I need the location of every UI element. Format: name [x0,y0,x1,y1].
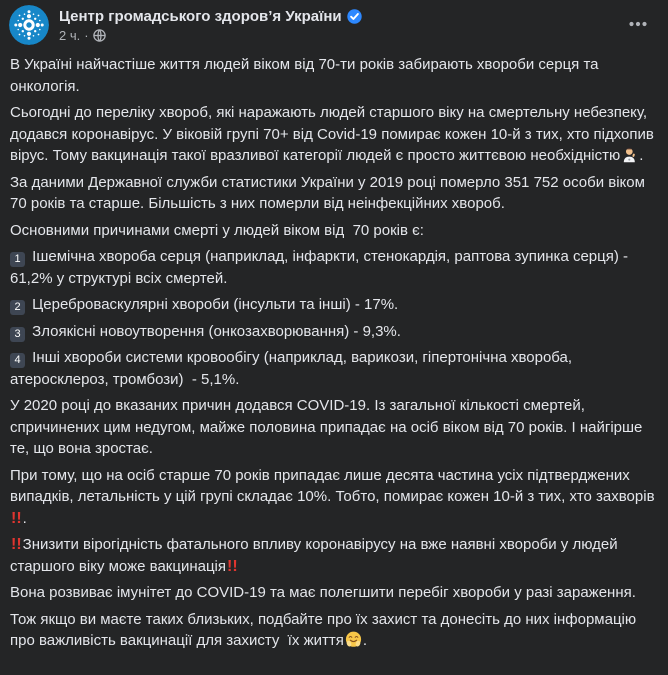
post-paragraph [10,347,656,390]
post-paragraph [10,294,656,316]
post-paragraph [10,395,656,460]
post-text: При тому, що на осіб старше 70 років припадає лише десята частина усіх підтверджених випадків, летальність у цій групі складає 10%. Тобто, помирає кожен 10-й з тих, хто захворів [10,466,659,505]
more-options-icon [627,13,649,35]
keycap-3-emoji: 3 [10,327,25,342]
post-paragraph [10,582,656,604]
keycap-1-emoji: 1 [10,252,25,267]
post-timestamp[interactable]: 2 ч. [59,28,81,43]
post-paragraph [10,246,656,289]
header-info [59,5,658,44]
post-meta-row [59,27,658,44]
keycap-4-emoji: 4 [10,353,25,368]
public-globe-icon [93,29,106,42]
health-worker-emoji [621,146,638,163]
post-header [0,0,668,47]
page-name-row [59,7,658,26]
post-text: . [639,147,644,164]
post-text: Знизити вірогідність фатального впливу коронавірусу на вже наявні хвороби у людей старшого віку може вакцинація [10,536,622,575]
post-paragraph [10,534,656,577]
post-paragraph [10,54,656,97]
double-exclamation-emoji: !! [11,509,22,527]
post-text: Сьогодні до переліку хвороб, які наражають людей старшого віку на смертельну небезпеку, додався коронавірус. У віковій групі 70+ від Covid-19 помирає кожен 10-й з тих, хто підхопив вірус. Тому вакцинація такої вразливої категорії людей є просто життєвою необхідністю [10,104,659,164]
hugging-face-emoji [345,631,362,648]
keycap-2-emoji: 2 [10,300,25,315]
post-paragraph [10,465,659,530]
post-text: Ішемічна хвороба серця (наприклад, інфаркти, стенокардія, раптова зупинка серця) - 61,2% у структурі всіх смертей. [10,248,633,287]
post-paragraph [10,609,656,652]
post-text: Інші хвороби системи кровообігу (наприклад, варикози, гіпертонічна хвороба, атеросклероз, тромбози) - 5,1%. [10,349,577,388]
post-text: . [362,632,368,649]
more-options-button[interactable] [622,12,654,36]
post-paragraph [10,321,656,343]
post-paragraph [10,102,659,167]
post-text: У 2020 році до вказаних причин додався COVID-19. Із загальної кількості смертей, спричинених цим недугом, майже половина припадає на осіб віком від 70 років. І найгірше те, що вона зростає. [10,397,647,457]
double-exclamation-emoji: !! [11,536,22,553]
post-paragraph [10,172,656,215]
post-text: За даними Державної служби статистики України у 2019 році померло 351 752 особи віком 70 років та старше. Більшість з них померли від неінфекційних хвороб. [10,173,650,212]
post-text: Цереброваскулярні хвороби (інсульти та інші) - 17%. [28,296,399,313]
page-name[interactable]: Центр громадського здоров’я України [59,8,342,25]
post-content [0,47,668,652]
post-text: . [22,509,27,527]
post-text: Тож якщо ви маєте таких близьких, подбайте про їх захист та донесіть до них інформацію про важливість вакцинації для захисту їх життя [10,610,641,649]
post-text: Вона розвиває імунітет до COVID-19 та має полегшити перебіг хвороби у разі зараження. [10,584,636,601]
meta-separator: · [84,28,89,43]
post-text: В Україні найчастіше життя людей віком від 70-ти років забирають хвороби серця та онкологія. [10,56,603,95]
post-text: Злоякісні новоутворення (онкозахворювання) - 9,3%. [28,322,401,340]
verified-badge-icon [347,9,362,24]
page-avatar[interactable] [9,5,49,45]
post-paragraph [10,220,656,242]
double-exclamation-emoji: !! [227,557,238,575]
post-text: Основними причинами смерті у людей віком від 70 років є: [10,221,424,239]
